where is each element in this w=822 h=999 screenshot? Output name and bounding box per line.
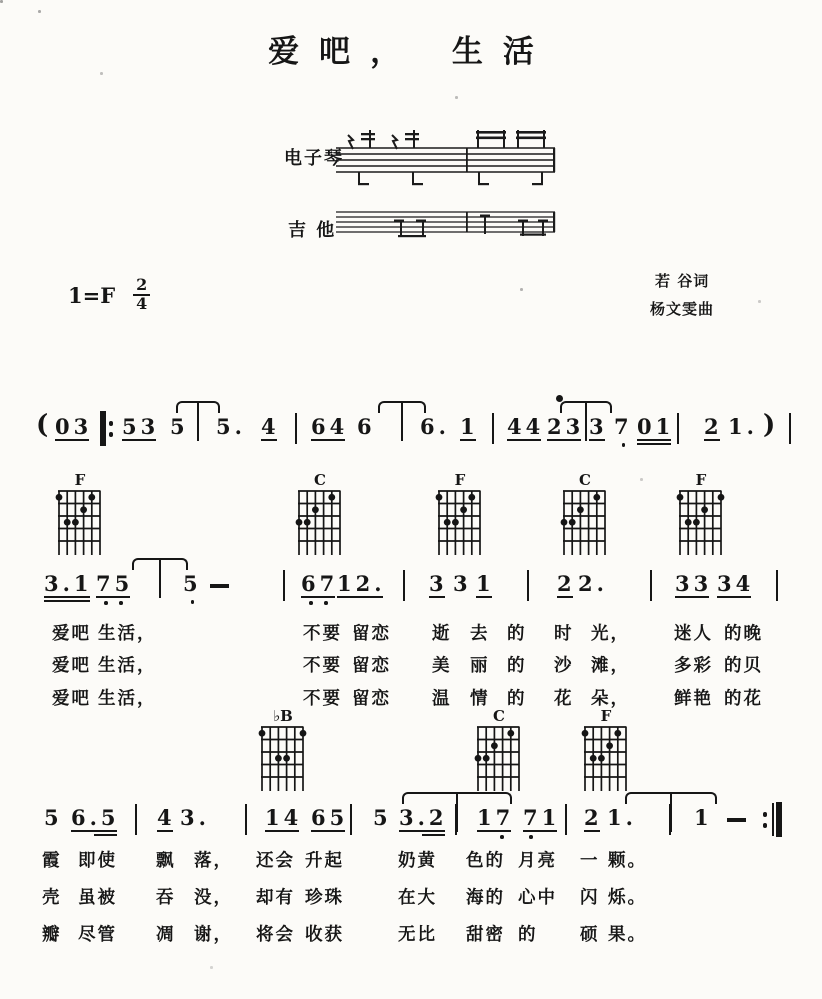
notation-token: 1 [694, 805, 713, 830]
notation-token: 01 [637, 414, 675, 439]
lyric-segment: 爱吧 [52, 656, 91, 676]
lyric-segment: 收获 [305, 925, 344, 945]
lyric-segment: 即使 [78, 851, 117, 871]
notation-token: 5 [183, 571, 202, 596]
lyric-segment: 迷人 [674, 624, 713, 644]
lyric-segment: 鲜艳 [674, 689, 713, 709]
lyric-row [0, 685, 822, 711]
keyboard-label: 电子琴 [284, 148, 344, 169]
notation-token: 4 [157, 805, 176, 830]
notation-token: ( [36, 410, 49, 440]
lyric-segment: 硕 [580, 925, 600, 945]
notation-token: 17 [477, 805, 515, 830]
chord-label: F [74, 471, 86, 489]
notation-token: 5 [170, 414, 189, 439]
notation-token: 53 [122, 414, 160, 439]
lyric-segment: 还会 [256, 851, 295, 871]
lyric-segment: 的 [518, 925, 538, 945]
chord-label: C [579, 471, 591, 489]
lyric-segment: 去 [470, 624, 490, 644]
notation-token: 44 [507, 414, 545, 439]
lyric-row [0, 921, 822, 947]
lyric-segment: 闪 [580, 888, 600, 908]
lyric-segment: 多彩 [674, 656, 713, 676]
lyric-segment: 奶黄 [398, 851, 437, 871]
lyric-segment: 海的 [466, 888, 505, 908]
lyric-segment: 落， [194, 851, 233, 871]
notation-token: 6. [420, 414, 450, 439]
lyric-segment: 留恋 [352, 689, 391, 709]
lyric-segment: 美 [432, 656, 452, 676]
lyric-segment: 色的 [466, 851, 505, 871]
lyric-segment: 的 [507, 624, 527, 644]
lyric-segment: 逝 [432, 624, 452, 644]
lyric-segment: 爱吧 [52, 624, 91, 644]
lyric-segment: 生活， [98, 656, 157, 676]
notation-token: 2. [578, 571, 608, 596]
composer-credit: 杨文雯曲 [650, 300, 715, 318]
lyric-segment: 飘 [156, 851, 176, 871]
lyric-segment: 吞 [156, 888, 176, 908]
chord-label: F [695, 471, 707, 489]
lyric-row [0, 884, 822, 910]
lyric-segment: 不要 [303, 656, 342, 676]
notation-token: 03 [55, 414, 93, 439]
notation-token: 5 [44, 805, 63, 830]
notation-token: 2 [704, 414, 723, 439]
lyric-segment: 生活， [98, 624, 157, 644]
lyric-segment: 果。 [608, 925, 647, 945]
lyric-segment: 的 [507, 656, 527, 676]
lyric-segment: 滩， [591, 656, 630, 676]
notation-token: 65 [311, 805, 349, 830]
lyric-segment: 尽管 [78, 925, 117, 945]
meter-denominator: 4 [136, 293, 148, 313]
lyric-segment: 壳 [42, 888, 62, 908]
lyric-segment: 珍珠 [305, 888, 344, 908]
lyric-segment: 丽 [470, 656, 490, 676]
lyric-segment: 霞 [42, 851, 62, 871]
notation-token: 6.5 [71, 805, 120, 830]
notation-token: 67 [301, 571, 339, 596]
lyric-segment: 爱吧 [52, 689, 91, 709]
lyric-segment: 虽被 [78, 888, 117, 908]
lyric-segment: 谢， [194, 925, 233, 945]
tie-mark [625, 792, 717, 804]
lyric-segment: 花 [554, 689, 574, 709]
notation-token: 64 [311, 414, 349, 439]
notation-token: 1. [728, 414, 758, 439]
lyric-segment: 月亮 [518, 851, 557, 871]
notation-token: 23 [547, 414, 585, 439]
chord-label: C [493, 707, 505, 725]
lyric-segment: 朵， [591, 689, 630, 709]
lyric-row [0, 652, 822, 678]
lyric-segment: 心中 [518, 888, 557, 908]
notation-token: 3.2 [399, 805, 448, 830]
notation-token: 2 [557, 571, 576, 596]
lyric-segment: 留恋 [352, 656, 391, 676]
notation-token: 5 [373, 805, 392, 830]
lyric-segment: 在大 [398, 888, 437, 908]
tie-mark [378, 401, 426, 413]
song-title: 爱吧， 生活 [268, 34, 554, 70]
notation-token: 1. [607, 805, 637, 830]
notation-token: 2 [584, 805, 603, 830]
lyric-row [0, 847, 822, 873]
lyric-segment: 生活， [98, 689, 157, 709]
lyric-segment: 的 [507, 689, 527, 709]
notation-token: 1 [460, 414, 479, 439]
notation-token: 71 [523, 805, 561, 830]
lyric-segment: 不要 [303, 689, 342, 709]
notation-token: 3 [589, 414, 608, 439]
lyric-segment: 无比 [398, 925, 437, 945]
notation-token: 3.1 [44, 571, 93, 596]
lyric-segment: 甜密 [466, 925, 505, 945]
key-tonic: 1=F [68, 283, 116, 308]
lyric-segment: 时 [554, 624, 574, 644]
notation-token: 12. [337, 571, 386, 596]
chord-label: C [314, 471, 326, 489]
notation-token: 6 [357, 414, 376, 439]
tie-mark [560, 401, 612, 413]
lyric-segment: 不要 [303, 624, 342, 644]
lyric-segment: 光， [591, 624, 630, 644]
notation-token: 14 [265, 805, 303, 830]
lyric-segment: 温 [432, 689, 452, 709]
tie-mark [132, 558, 188, 570]
notation-token: 33 [675, 571, 713, 596]
lyric-segment: 的贝 [724, 656, 763, 676]
lyric-segment: 颗。 [608, 851, 647, 871]
lyric-segment: 瓣 [42, 925, 62, 945]
notation-token: 3 [429, 571, 448, 596]
lyric-segment: 情 [470, 689, 490, 709]
lyric-segment: 升起 [305, 851, 344, 871]
notation-token: 75 [96, 571, 134, 596]
lyric-segment: 一 [580, 851, 600, 871]
notation-token: 3. [180, 805, 210, 830]
notation-token: 7 [614, 414, 633, 439]
lyric-segment: 的花 [724, 689, 763, 709]
tie-mark [402, 792, 512, 804]
tie-mark [176, 401, 220, 413]
lyric-segment: 却有 [256, 888, 295, 908]
chord-label: ♭B [273, 707, 293, 725]
lyric-segment: 没， [194, 888, 233, 908]
meter-numerator: 2 [133, 277, 150, 296]
guitar-label: 吉 他 [288, 220, 337, 241]
notation-token: 5. [216, 414, 246, 439]
chord-label: F [600, 707, 612, 725]
notation-token: 34 [717, 571, 755, 596]
notation-token: 4 [261, 414, 280, 439]
lyricist-credit: 若 谷词 [655, 272, 710, 290]
lyric-segment: 将会 [256, 925, 295, 945]
chord-label: F [454, 471, 466, 489]
lyric-row [0, 620, 822, 646]
lyric-segment: 留恋 [352, 624, 391, 644]
lyric-segment: 凋 [156, 925, 176, 945]
notation-token: ) [763, 410, 776, 440]
lyric-segment: 烁。 [608, 888, 647, 908]
lyric-segment: 沙 [554, 656, 574, 676]
notation-token: 1 [476, 571, 495, 596]
notation-token: 3 [453, 571, 472, 596]
lyric-segment: 的晚 [724, 624, 763, 644]
